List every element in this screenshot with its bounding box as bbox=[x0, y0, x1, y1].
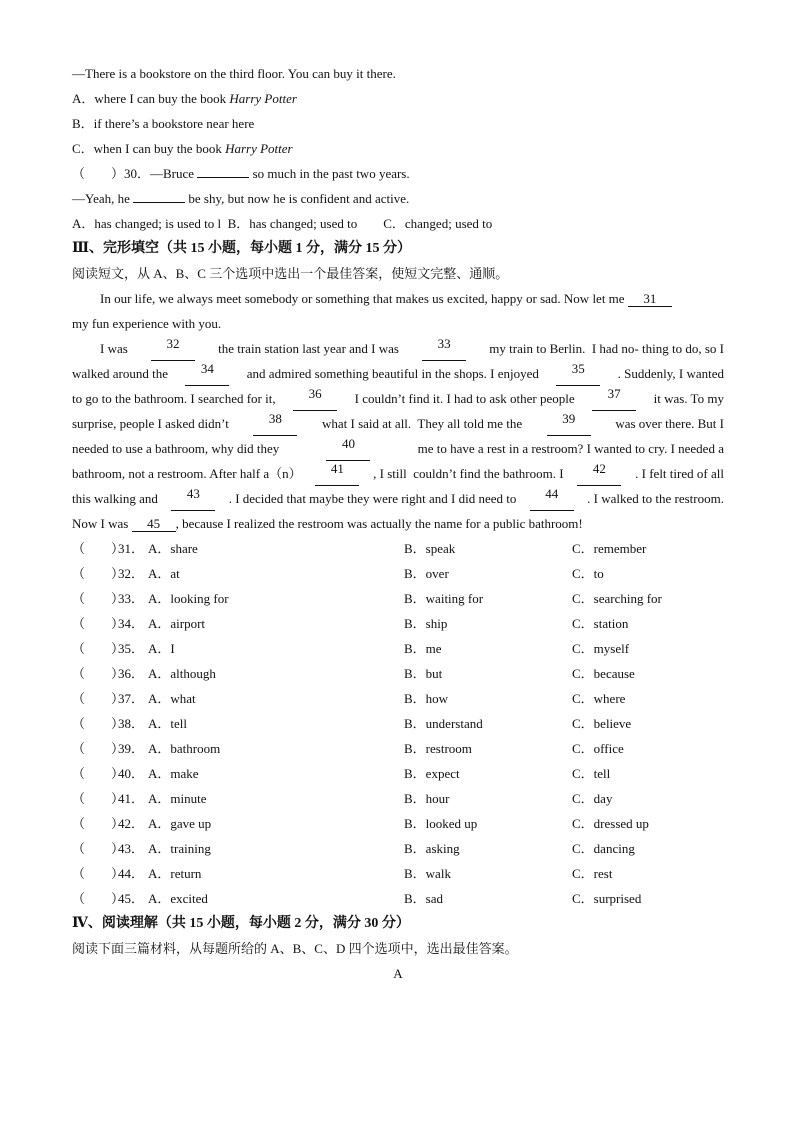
passage-p2-line-6: bathroom, not a restroom. After half a（n） 41 , I still couldn’t find the bathroom. I 42 . I felt tired of all bbox=[72, 461, 724, 486]
answer-paren[interactable]: （ ） bbox=[72, 841, 125, 856]
question-number: 38． bbox=[118, 716, 145, 731]
blank-45[interactable]: 45 bbox=[132, 516, 176, 532]
question-row bbox=[72, 811, 724, 836]
answer-paren[interactable]: （ ） bbox=[72, 641, 125, 656]
cloze-questions bbox=[72, 536, 724, 911]
option-c: C．remember bbox=[572, 541, 647, 556]
option-c: C．where bbox=[572, 691, 626, 706]
passage-p1-line-1: In our life, we always meet somebody or something that makes us excited, happy or sad. Now let me 31 bbox=[72, 286, 724, 311]
option-b: B．over bbox=[404, 566, 449, 581]
question-number: 41． bbox=[118, 791, 145, 806]
question-row bbox=[72, 886, 724, 911]
q29-option-c: C．when I can buy the book Harry Potter bbox=[72, 141, 293, 156]
passage-p2-line-7: this walking and 43 . I decided that maybe they were right and I did need to 44 . I walked to the restroom. bbox=[72, 486, 724, 511]
option-a: A．training bbox=[148, 841, 211, 856]
option-b: B．how bbox=[404, 691, 449, 706]
blank-41[interactable]: 41 bbox=[315, 461, 359, 486]
blank-38[interactable]: 38 bbox=[253, 411, 297, 436]
option-b: B．restroom bbox=[404, 741, 472, 756]
q30-blank-2[interactable] bbox=[133, 202, 185, 203]
q29-option-b: B．if there’s a bookstore near here bbox=[72, 116, 255, 131]
question-row bbox=[72, 786, 724, 811]
q30-stem: （ ）30．—Bruce so much in the past two years. bbox=[72, 166, 410, 181]
answer-paren[interactable]: （ ） bbox=[72, 616, 125, 631]
blank-35[interactable]: 35 bbox=[556, 361, 600, 386]
blank-31[interactable]: 31 bbox=[628, 291, 672, 307]
option-a: A．looking for bbox=[148, 591, 229, 606]
question-number: 42． bbox=[118, 816, 145, 831]
question-row bbox=[72, 836, 724, 861]
blank-33[interactable]: 33 bbox=[422, 336, 466, 361]
option-b: B．expect bbox=[404, 766, 460, 781]
question-row bbox=[72, 736, 724, 761]
option-c: C．tell bbox=[572, 766, 611, 781]
question-row bbox=[72, 661, 724, 686]
blank-44[interactable]: 44 bbox=[530, 486, 574, 511]
option-b: B．walk bbox=[404, 866, 451, 881]
blank-36[interactable]: 36 bbox=[293, 386, 337, 411]
option-c: C．believe bbox=[572, 716, 632, 731]
option-b: B．me bbox=[404, 641, 442, 656]
option-b: B．speak bbox=[404, 541, 456, 556]
option-c: C．station bbox=[572, 616, 629, 631]
question-number: 37． bbox=[118, 691, 145, 706]
option-c: C．rest bbox=[572, 866, 613, 881]
passage-p2-line-5: needed to use a bathroom, why did they 40 me to have a rest in a restroom? I wanted to cry. I needed a bbox=[72, 436, 724, 461]
option-b: B．ship bbox=[404, 616, 448, 631]
passage-p2-line-2: walked around the 34 and admired something beautiful in the shops. I enjoyed 35 . Suddenly, I wanted bbox=[72, 361, 724, 386]
question-number: 33． bbox=[118, 591, 145, 606]
question-number: 36． bbox=[118, 666, 145, 681]
answer-paren[interactable]: （ ） bbox=[72, 566, 125, 581]
section-4-instruction: 阅读下面三篇材料，从每题所给的 A、B、C、D 四个选项中，选出最佳答案。 bbox=[72, 941, 518, 956]
option-c: C．myself bbox=[572, 641, 630, 656]
passage-p2-line-3: to go to the bathroom. I searched for it, 36 I couldn’t find it. I had to ask other people 37 it was. To my bbox=[72, 386, 724, 411]
question-row bbox=[72, 861, 724, 886]
option-b: B．asking bbox=[404, 841, 460, 856]
answer-paren[interactable]: （ ） bbox=[72, 891, 125, 906]
question-row bbox=[72, 761, 724, 786]
passage-p1-line-2: my fun experience with you. bbox=[72, 316, 222, 331]
option-a: A．share bbox=[148, 541, 198, 556]
option-a: A．make bbox=[148, 766, 199, 781]
answer-paren[interactable]: （ ） bbox=[72, 866, 125, 881]
passage-a-label: A bbox=[393, 966, 403, 981]
option-b: B．looked up bbox=[404, 816, 478, 831]
option-b: B．sad bbox=[404, 891, 444, 906]
option-c: C．dressed up bbox=[572, 816, 649, 831]
cloze-passage bbox=[72, 286, 724, 536]
answer-paren[interactable]: （ ） bbox=[72, 541, 125, 556]
question-row bbox=[72, 636, 724, 661]
answer-paren[interactable]: （ ） bbox=[72, 666, 125, 681]
option-a: A．I bbox=[148, 641, 175, 656]
option-a: A．gave up bbox=[148, 816, 212, 831]
option-c: C．because bbox=[572, 666, 635, 681]
question-row bbox=[72, 561, 724, 586]
passage-p2-line-4: surprise, people I asked didn’t 38 what I said at all. They all told me the 39 was over there. But I bbox=[72, 411, 724, 436]
option-c: C．dancing bbox=[572, 841, 635, 856]
question-number: 40． bbox=[118, 766, 145, 781]
section-3-heading: Ⅲ、完形填空（共 15 小题，每小题 1 分，满分 15 分） bbox=[72, 241, 412, 256]
option-b: B．but bbox=[404, 666, 443, 681]
q29-option-a: A．where I can buy the book Harry Potter bbox=[72, 91, 297, 106]
option-a: A．tell bbox=[148, 716, 187, 731]
option-a: A．excited bbox=[148, 891, 208, 906]
question-number: 32． bbox=[118, 566, 145, 581]
option-b: B．understand bbox=[404, 716, 483, 731]
blank-37[interactable]: 37 bbox=[592, 386, 636, 411]
question-row bbox=[72, 586, 724, 611]
question-row bbox=[72, 536, 724, 561]
answer-paren[interactable]: （ ） bbox=[72, 766, 125, 781]
question-number: 39． bbox=[118, 741, 145, 756]
answer-paren[interactable]: （ ） bbox=[72, 716, 125, 731]
question-number: 34． bbox=[118, 616, 145, 631]
question-number: 35． bbox=[118, 641, 145, 656]
q30-options: A．has changed; is used to l B．has changed; used to C．changed; used to bbox=[72, 216, 493, 231]
question-number: 43． bbox=[118, 841, 145, 856]
answer-paren[interactable]: （ ） bbox=[72, 791, 125, 806]
option-c: C．to bbox=[572, 566, 604, 581]
option-a: A．airport bbox=[148, 616, 206, 631]
option-a: A．at bbox=[148, 566, 180, 581]
option-a: A．return bbox=[148, 866, 202, 881]
answer-paren[interactable]: （ ） bbox=[72, 691, 125, 706]
question-number: 45． bbox=[118, 891, 145, 906]
option-b: B．waiting for bbox=[404, 591, 484, 606]
option-a: A．bathroom bbox=[148, 741, 221, 756]
option-a: A．what bbox=[148, 691, 196, 706]
question-row bbox=[72, 611, 724, 636]
blank-32[interactable]: 32 bbox=[151, 336, 195, 361]
exam-page bbox=[72, 61, 724, 986]
blank-39[interactable]: 39 bbox=[547, 411, 591, 436]
blank-34[interactable]: 34 bbox=[185, 361, 229, 386]
option-c: C．day bbox=[572, 791, 613, 806]
q30-reply: —Yeah, he be shy, but now he is confident and active. bbox=[72, 191, 410, 206]
question-number: 44． bbox=[118, 866, 145, 881]
blank-40[interactable]: 40 bbox=[326, 436, 370, 461]
section-3-instruction: 阅读短文，从 A、B、C 三个选项中选出一个最佳答案，使短文完整、通顺。 bbox=[72, 266, 509, 281]
blank-43[interactable]: 43 bbox=[171, 486, 215, 511]
option-a: A．although bbox=[148, 666, 216, 681]
answer-paren[interactable]: （ ） bbox=[72, 741, 125, 756]
question-number: 31． bbox=[118, 541, 145, 556]
q30-blank-1[interactable] bbox=[197, 177, 249, 178]
option-c: C．office bbox=[572, 741, 624, 756]
answer-paren[interactable]: （ ） bbox=[72, 591, 125, 606]
section-4-heading: Ⅳ、阅读理解（共 15 小题，每小题 2 分，满分 30 分） bbox=[72, 916, 410, 931]
q29-answer-line: —There is a bookstore on the third floor. You can buy it there. bbox=[72, 66, 396, 81]
blank-42[interactable]: 42 bbox=[577, 461, 621, 486]
passage-p2-line-8: Now I was 45 , because I realized the restroom was actually the name for a public bathroom! bbox=[72, 516, 583, 531]
option-c: C．searching for bbox=[572, 591, 662, 606]
option-b: B．hour bbox=[404, 791, 450, 806]
answer-paren[interactable]: （ ） bbox=[72, 816, 125, 831]
option-c: C．surprised bbox=[572, 891, 642, 906]
passage-p2-line-1: I was 32 the train station last year and I was 33 my train to Berlin. I had no- thing to do, so I bbox=[72, 336, 724, 361]
question-row bbox=[72, 711, 724, 736]
question-row bbox=[72, 686, 724, 711]
option-a: A．minute bbox=[148, 791, 207, 806]
